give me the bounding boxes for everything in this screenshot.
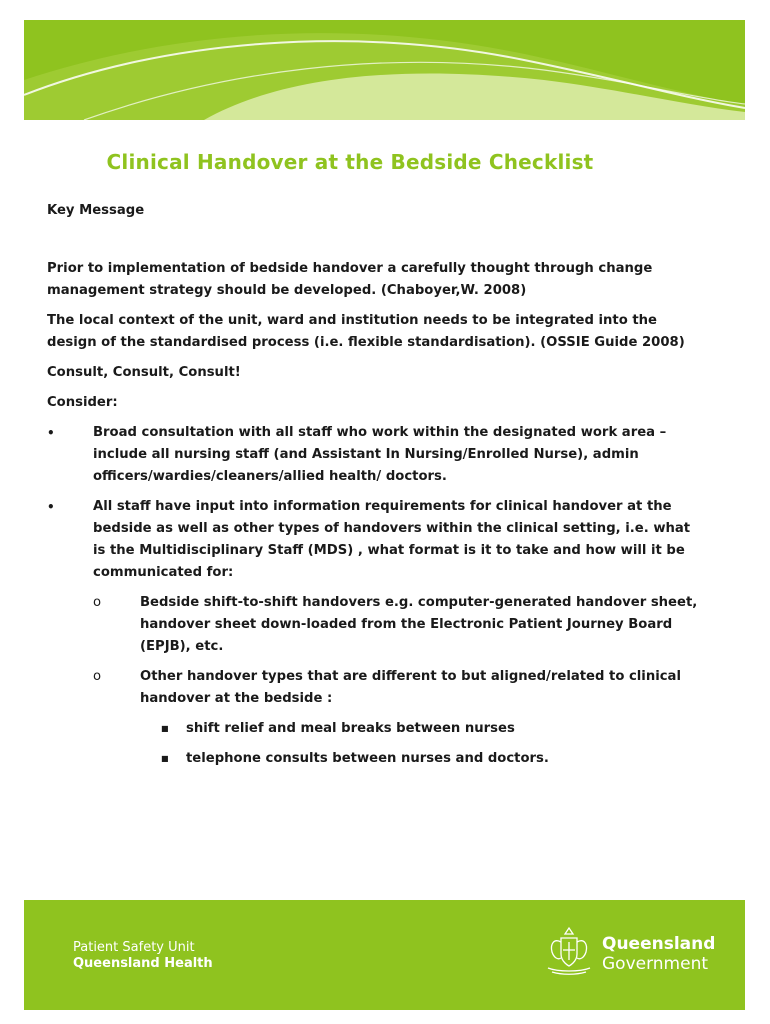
- document-body: [47, 200, 707, 778]
- key-message-heading: Key Message: [47, 203, 145, 218]
- footer-organisation-name: Queensland Health: [73, 956, 213, 971]
- bullet-text: Broad consultation with all staff who work within the designated work area – include all nursing staff (and Assistant In Nursing/Enrolled Nurse), admin officers/wardies/cleaners/allied health/ doctors.: [93, 425, 667, 484]
- government-name-line2: Government: [602, 954, 709, 974]
- queensland-crest-icon: [542, 922, 596, 978]
- list-item: [47, 422, 707, 488]
- sub-sub-bullet-text: shift relief and meal breaks between nurses: [186, 721, 515, 736]
- list-item: [47, 748, 707, 770]
- sub-bullet-text: Bedside shift-to-shift handovers e.g. computer-generated handover sheet, handover sheet down-loaded from the Electronic Patient Journey Board (EPJB), etc.: [140, 595, 698, 654]
- footer-banner: [24, 900, 745, 1010]
- list-item: [47, 496, 707, 584]
- paragraph-change-management: Prior to implementation of bedside handover a carefully thought through change management strategy should be developed. (Chaboyer,W. 2008): [47, 261, 653, 298]
- sub-bullet-text: Other handover types that are different to but aligned/related to clinical handover at the bedside :: [140, 669, 681, 706]
- footer-unit-name: Patient Safety Unit: [73, 940, 195, 955]
- bullet-circle-icon: o: [93, 595, 102, 610]
- paragraph-local-context: The local context of the unit, ward and institution needs to be integrated into the design of the standardised process (i.e. flexible standardisation). (OSSIE Guide 2008): [47, 313, 685, 350]
- bullet-text: All staff have input into information requirements for clinical handover at the bedside as well as other types of handovers within the clinical setting, i.e. what is the Multidisciplinary Staff (MDS) , what format is it to take and how will it be communicated for:: [93, 499, 691, 580]
- bullet-dot-icon: •: [47, 500, 55, 514]
- government-name-line1: Queensland: [602, 934, 716, 954]
- consult-heading: Consult, Consult, Consult!: [47, 365, 241, 380]
- sub-sub-bullet-text: telephone consults between nurses and doctors.: [186, 751, 549, 766]
- list-item: [47, 718, 707, 740]
- bullet-circle-icon: o: [93, 669, 102, 684]
- list-item: [47, 592, 707, 658]
- bullet-square-icon: ■: [161, 724, 169, 733]
- header-wave-graphic: [24, 20, 745, 120]
- header-banner: [24, 20, 745, 120]
- consider-heading: Consider:: [47, 395, 118, 410]
- bullet-dot-icon: •: [47, 426, 55, 440]
- list-item: [47, 666, 707, 710]
- page-title: Clinical Handover at the Bedside Checklist: [106, 150, 594, 174]
- bullet-square-icon: ■: [161, 754, 169, 763]
